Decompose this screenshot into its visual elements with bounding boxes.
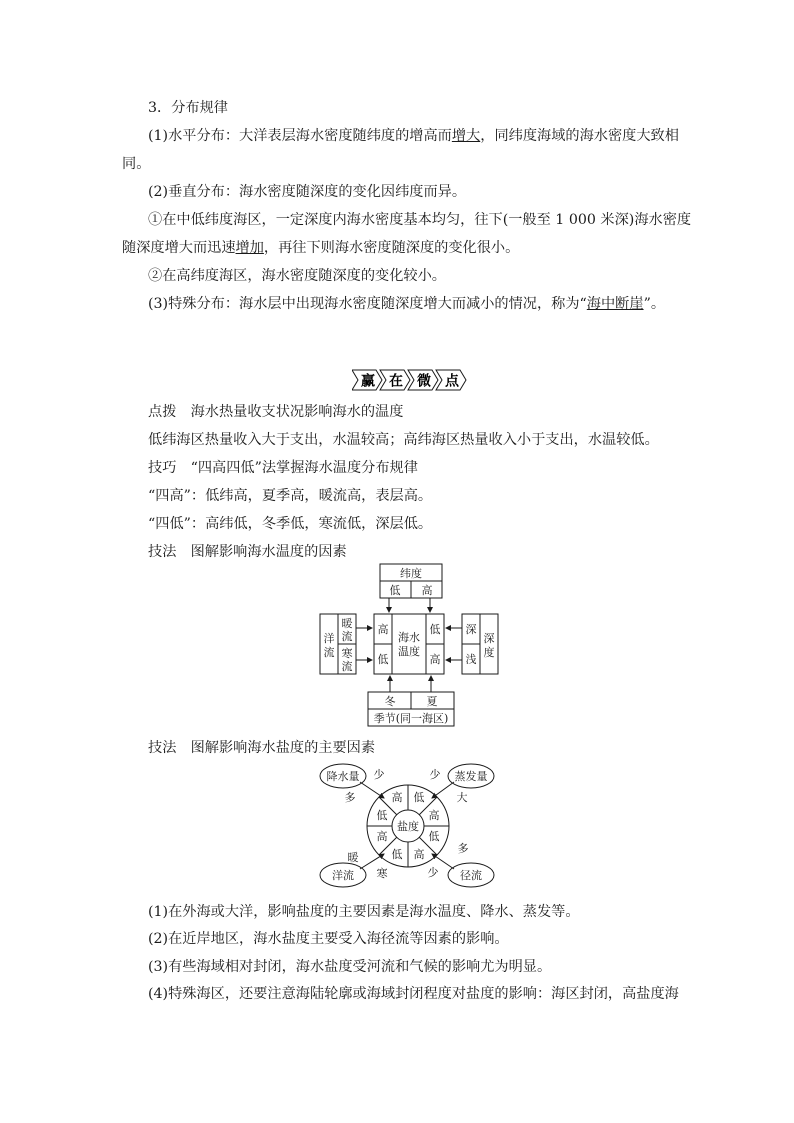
note-3: (3)有些海域相对封闭，海水盐度受河流和气候的影响尤为明显。	[148, 959, 552, 975]
ring-seg-5: 高	[413, 848, 425, 861]
note-1: (1)在外海或大洋，影响盐度的主要因素是海水温度、降水、蒸发等。	[148, 904, 580, 920]
special-distribution	[148, 290, 708, 318]
current-label-1: 洋	[323, 632, 335, 645]
section-banner	[352, 368, 470, 392]
mid-lat-post: ，再往下则海水密度随深度的变化很小。	[263, 240, 520, 256]
tip-body-1: 低纬海区热量收入大于支出，水温较高；高纬海区热量收入小于支出，水温较低。	[148, 432, 659, 448]
evap-less: 少	[429, 768, 441, 781]
ring-seg-2: 低	[413, 791, 425, 804]
ring-seg-8: 低	[376, 809, 388, 822]
horizontal-distribution	[148, 122, 708, 150]
current-warm: 暖	[347, 851, 359, 864]
center-right-bottom: 高	[429, 653, 441, 666]
precipitation-label: 降水量	[326, 770, 360, 783]
warm-current-1: 暖	[341, 617, 353, 630]
evap-more: 大	[456, 791, 468, 804]
current-label-2: 流	[323, 646, 335, 659]
high-latitude: ②在高纬度海区，海水密度随深度的变化较小。	[148, 268, 446, 284]
latitude-label: 纬度	[400, 567, 422, 580]
center-left-top: 高	[377, 623, 389, 636]
tip-four-low: “四低”：高纬低，冬季低，寒流低，深层低。	[148, 516, 433, 532]
center-label-1: 海水	[398, 631, 420, 644]
tip-title-1: 点拨 海水热量收支状况影响海水的温度	[148, 404, 404, 420]
ring-seg-3: 高	[428, 809, 440, 822]
deep-label: 深	[465, 623, 477, 636]
latitude-high: 高	[421, 584, 433, 597]
horizontal-answer: 增大	[451, 128, 481, 144]
runoff-more: 多	[457, 842, 469, 855]
salinity-center: 盐度	[397, 820, 419, 833]
salinity-factors-diagram	[318, 762, 498, 892]
summer-label: 夏	[426, 695, 438, 708]
note-2: (2)在近岸地区，海水盐度主要受入海径流等因素的影响。	[148, 931, 509, 947]
tip-title-3: 技法 图解影响海水温度的因素	[148, 544, 347, 560]
latitude-low: 低	[389, 584, 401, 597]
winter-label: 冬	[384, 695, 396, 708]
special-answer: 海中断崖	[586, 296, 644, 312]
center-label-2: 温度	[398, 645, 420, 658]
runoff-label: 径流	[460, 869, 482, 882]
banner-char-4: 点	[445, 373, 459, 390]
temperature-factors-diagram	[318, 562, 504, 728]
banner-char-2: 在	[389, 373, 403, 390]
ring-seg-1: 高	[391, 791, 403, 804]
section-heading: 3．分布规律	[148, 100, 228, 116]
depth-label-1: 深	[483, 632, 495, 645]
ring-seg-6: 低	[391, 848, 403, 861]
mid-latitude-line2	[122, 234, 682, 262]
horizontal-distribution-line2: 同。	[122, 156, 151, 172]
banner-char-1: 赢	[361, 373, 375, 390]
evaporation-label: 蒸发量	[454, 770, 488, 783]
ring-seg-4: 低	[428, 830, 440, 843]
current-cold: 寒	[376, 867, 388, 880]
note-4: (4)特殊海区，还要注意海陆轮廓或海域封闭程度对盐度的影响：海区封闭，高盐度海	[148, 986, 679, 1002]
ocean-current-label: 洋流	[332, 869, 354, 882]
warm-current-2: 流	[341, 630, 353, 643]
mid-lat-answer: 增加	[235, 240, 264, 256]
depth-label-2: 度	[483, 646, 495, 659]
precip-more: 多	[344, 791, 356, 804]
cold-current-1: 寒	[341, 647, 353, 660]
ring-seg-7: 高	[376, 830, 388, 843]
season-label: 季节(同一海区)	[373, 712, 449, 725]
center-left-bottom: 低	[377, 653, 389, 666]
mid-latitude-line1: ①在中低纬度海区，一定深度内海水密度基本均匀，往下(一般至 1 000 米深)海水密度	[148, 212, 692, 228]
tip-title-4: 技法 图解影响海水盐度的主要因素	[148, 740, 376, 756]
special-pre: (3)特殊分布：海水层中出现海水密度随深度增大而减小的情况，称为“	[148, 296, 587, 312]
center-right-top: 低	[429, 623, 441, 636]
precip-less: 少	[373, 768, 385, 781]
shallow-label: 浅	[465, 653, 477, 666]
mid-lat-pre: 随深度增大而迅速	[122, 240, 236, 256]
special-post: ”。	[643, 296, 666, 312]
tip-title-2: 技巧 “四高四低”法掌握海水温度分布规律	[148, 460, 418, 476]
banner-char-3: 微	[417, 373, 431, 390]
horizontal-pre: (1)水平分布：大洋表层海水密度随纬度的增高而	[148, 128, 452, 144]
tip-four-high: “四高”：低纬高，夏季高，暖流高，表层高。	[148, 488, 433, 504]
cold-current-2: 流	[341, 660, 353, 673]
vertical-distribution: (2)垂直分布：海水密度随深度的变化因纬度而异。	[148, 184, 467, 200]
runoff-less: 少	[427, 866, 439, 879]
horizontal-post: ，同纬度海域的海水密度大致相	[480, 128, 679, 144]
